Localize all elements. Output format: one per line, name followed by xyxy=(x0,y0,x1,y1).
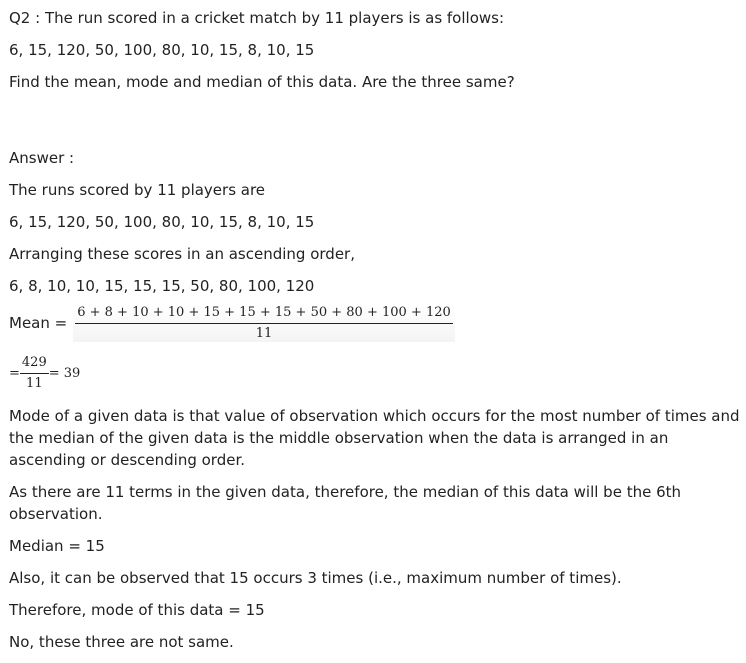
question-data: 6, 15, 120, 50, 100, 80, 10, 15, 8, 10, 15 xyxy=(9,41,315,59)
arranging-text: Arranging these scores in an ascending order, xyxy=(9,245,355,263)
mean-label: Mean = xyxy=(9,314,68,332)
mean-numerator: 6 + 8 + 10 + 10 + 15 + 15 + 15 + 50 + 80 + 100 + 120 xyxy=(75,305,453,324)
equals-sign: = xyxy=(9,365,20,381)
definition-paragraph: Mode of a given data is that value of observation which occurs for the most number of times and the median of the given data is the middle observation when the data is arranged in an ascending or descending order. xyxy=(9,407,740,469)
median-reason: As there are 11 terms in the given data, therefore, the median of this data will be the 6th observation. xyxy=(9,483,682,523)
mean-formula xyxy=(9,301,741,345)
answer-intro: The runs scored by 11 players are xyxy=(9,181,266,199)
mean-denominator: 11 xyxy=(255,325,273,341)
result-numerator: 429 xyxy=(20,355,49,374)
solution-page xyxy=(9,0,741,663)
mode-result: Therefore, mode of this data = 15 xyxy=(9,601,265,619)
result-denominator: 11 xyxy=(26,375,43,391)
sorted-data: 6, 8, 10, 10, 15, 15, 15, 50, 80, 100, 120 xyxy=(9,277,315,295)
result-value: = 39 xyxy=(48,365,81,381)
section-gap xyxy=(9,103,741,147)
answer-label: Answer : xyxy=(9,149,75,167)
mode-observation: Also, it can be observed that 15 occurs 3 times (i.e., maximum number of times). xyxy=(9,569,622,587)
result-fraction xyxy=(20,355,49,392)
median-result: Median = 15 xyxy=(9,537,105,555)
question-prompt: Find the mean, mode and median of this data. Are the three same? xyxy=(9,73,515,91)
mean-result xyxy=(9,351,741,395)
answer-data: 6, 15, 120, 50, 100, 80, 10, 15, 8, 10, 15 xyxy=(9,213,315,231)
conclusion: No, these three are not same. xyxy=(9,633,234,651)
question-heading: Q2 : The run scored in a cricket match by 11 players is as follows: xyxy=(9,9,505,27)
mean-fraction xyxy=(73,305,455,342)
